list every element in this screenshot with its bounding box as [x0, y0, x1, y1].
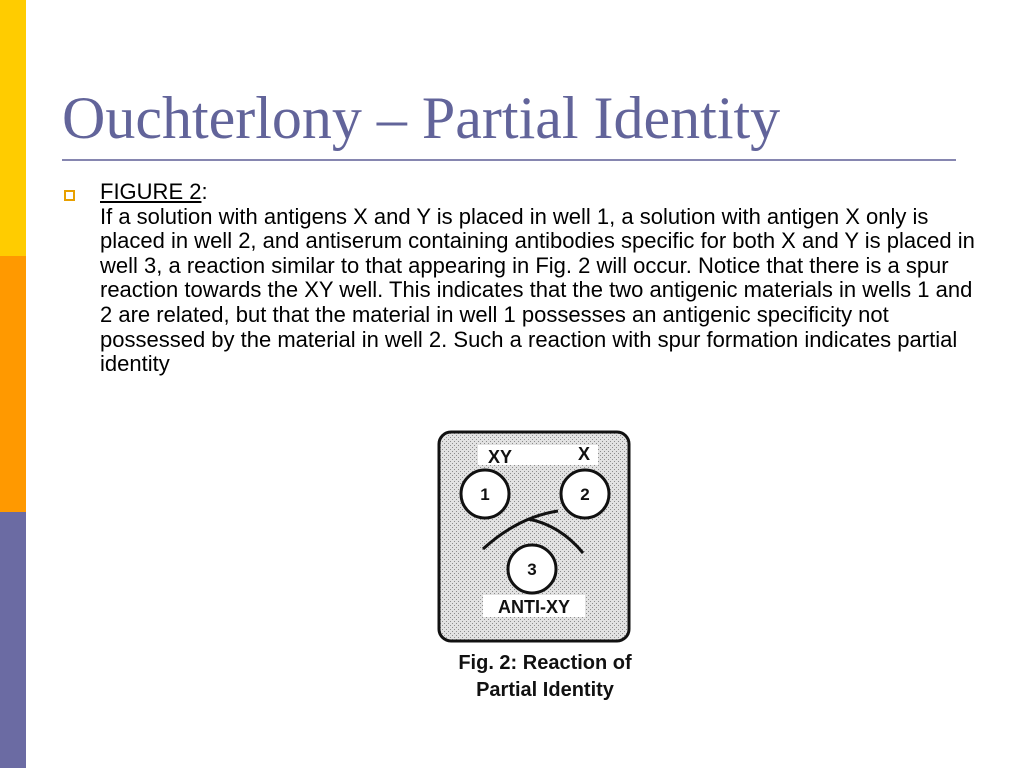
figure-caption	[405, 650, 685, 704]
caption-line-1: Fig. 2: Reaction of	[458, 652, 632, 674]
well-3	[508, 545, 556, 593]
figure-heading-label: FIGURE 2	[100, 179, 202, 204]
well-1-number: 1	[480, 485, 490, 504]
label-x: X	[578, 444, 591, 464]
slide-title: Ouchterlony – Partial Identity	[62, 85, 781, 151]
sidebar-band-yellow	[0, 0, 26, 256]
label-anti-xy: ANTI-XY	[498, 597, 570, 617]
title-divider	[62, 159, 956, 161]
caption-line-2: Partial Identity	[476, 679, 614, 701]
well-1	[461, 470, 509, 518]
sidebar-band-orange	[0, 256, 26, 512]
sidebar-band-purple	[0, 512, 26, 768]
well-3-number: 3	[527, 560, 537, 579]
ouchterlony-figure	[428, 427, 640, 653]
figure-heading-colon: :	[201, 179, 208, 204]
figure-heading	[100, 180, 980, 205]
well-2	[561, 470, 609, 518]
label-xy: XY	[488, 447, 513, 467]
sidebar-accent	[0, 0, 26, 768]
figure-diagram	[428, 427, 640, 653]
square-bullet-icon	[64, 190, 75, 201]
bullet-content	[100, 180, 980, 377]
bullet-body-text: If a solution with antigens X and Y is placed in well 1, a solution with antigen X only is placed in well 2, and antiserum containing antibodies specific for both X and Y is placed in well 3, a reaction similar to that appearing in Fig. 2 will occur. Notice that there is a spur reaction towards the XY well. This indicates that the two antigenic materials in wells 1 and 2 are related, but that the material in well 1 possesses an antigenic specificity not possessed by the material in well 2. Such a reaction with spur formation indicates partial identity	[100, 203, 975, 377]
well-2-number: 2	[580, 485, 590, 504]
